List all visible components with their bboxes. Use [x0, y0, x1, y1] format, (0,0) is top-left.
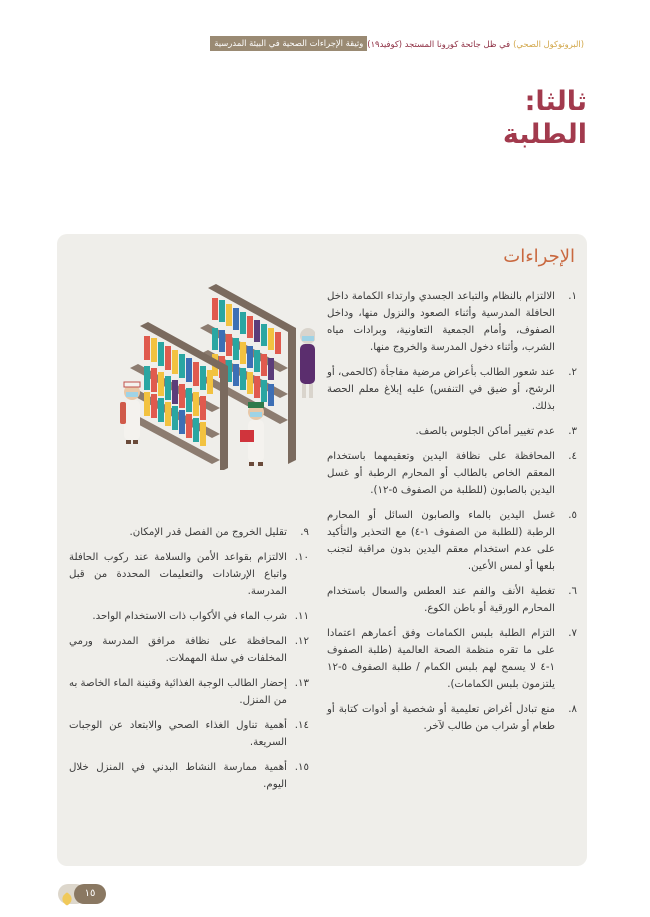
running-header	[210, 36, 587, 51]
list-item: ١٣. إحضار الطالب الوجبة الغذائية وقنينة الماء الخاصة به من المنزل.	[69, 678, 309, 706]
panel-title: الإجراءات	[503, 246, 575, 267]
list-item: ٦. تغطية الأنف والفم عند العطس والسعال باستخدام المحارم الورقية أو باطن الكوع.	[327, 586, 577, 614]
page-number-badge	[58, 884, 98, 904]
procedures-list-left	[69, 524, 309, 801]
list-item: ٧. التزام الطلبة بلبس الكمامات وفق أعمارهم اعتمادا على ما تقره منظمة الصحة العالمية (طلبة الصفوف ١-٤ لا يسمح لهم بلبس الكمام / طلبة الصفوف ٥-١٢ يلتزمون بلبس الكمامات).	[327, 628, 577, 690]
list-item: ١٠. الالتزام بقواعد الأمن والسلامة عند ركوب الحافلة واتباع الإرشادات والتعليمات المحددة من قبل المدرسة.	[69, 552, 309, 597]
procedures-list-right	[327, 288, 577, 743]
list-item: ١. الالتزام بالنظام والتباعد الجسدي وارتداء الكمامة داخل الحافلة المدرسية وأثناء الصعود والنزول منها، وداخل الصفوف، وأمام الجمعية التعاونية، وبرادات مياه الشرب، وأثناء دخول المدرسة والخروج منها.	[327, 291, 577, 353]
list-item: ١٥. أهمية ممارسة النشاط البدني في المنزل خلال اليوم.	[69, 762, 309, 790]
header-subtitle: في ظل جائحة كورونا المستجد (كوفيد١٩)	[367, 38, 511, 49]
section-number: ثالثا:	[524, 86, 587, 117]
list-item: ١١. شرب الماء في الأكواب ذات الاستخدام الواحد.	[92, 611, 309, 622]
list-item: ٨. منع تبادل أغراض تعليمية أو شخصية أو أدوات كتابة أو طعام أو شراب من طالب لآخر.	[327, 704, 577, 732]
list-item: ١٤. أهمية تناول الغذاء الصحي والابتعاد عن الوجبات السريعة.	[69, 720, 309, 748]
section-title	[503, 85, 587, 151]
procedures-panel	[57, 234, 587, 866]
list-item: ١٢. المحافظة على نظافة مرافق المدرسة ورمي المخلفات في سلة المهملات.	[69, 636, 309, 664]
list-item: ٤. المحافظة على نظافة اليدين وتعقيمهما باستخدام المعقم الخاص بالطالب أو المحارم الرطبة أو غسل اليدين بالصابون (للطلبة من الصفوف ٥-١٢).	[327, 451, 577, 496]
header-highlight: وثيقة الإجراءات الصحية في البيئة المدرسية	[210, 36, 367, 51]
header-protocol: (البروتوكول الصحي)	[513, 38, 584, 49]
list-item: ٩. تقليل الخروج من الفصل قدر الإمكان.	[129, 527, 309, 538]
list-item: ٣. عدم تغيير أماكن الجلوس بالصف.	[415, 426, 577, 437]
section-name: الطلبة	[502, 119, 587, 150]
library-illustration	[100, 270, 315, 470]
list-item: ٢. عند شعور الطالب بأعراض مرضية مفاجأة (كالحمى، أو الرشح، أو ضيق في التنفس) عليه إبلاغ معلم الحصة بذلك.	[327, 367, 577, 412]
page-number: ١٥	[74, 884, 106, 904]
list-item: ٥. غسل اليدين بالماء والصابون السائل أو المحارم الرطبة (للطلبة من الصفوف ١-٤) مع التحذير والتأكيد على عدم استخدام معقم اليدين بدون مراقبة لتجنب بلعها أو لمس الأعين.	[327, 510, 577, 572]
